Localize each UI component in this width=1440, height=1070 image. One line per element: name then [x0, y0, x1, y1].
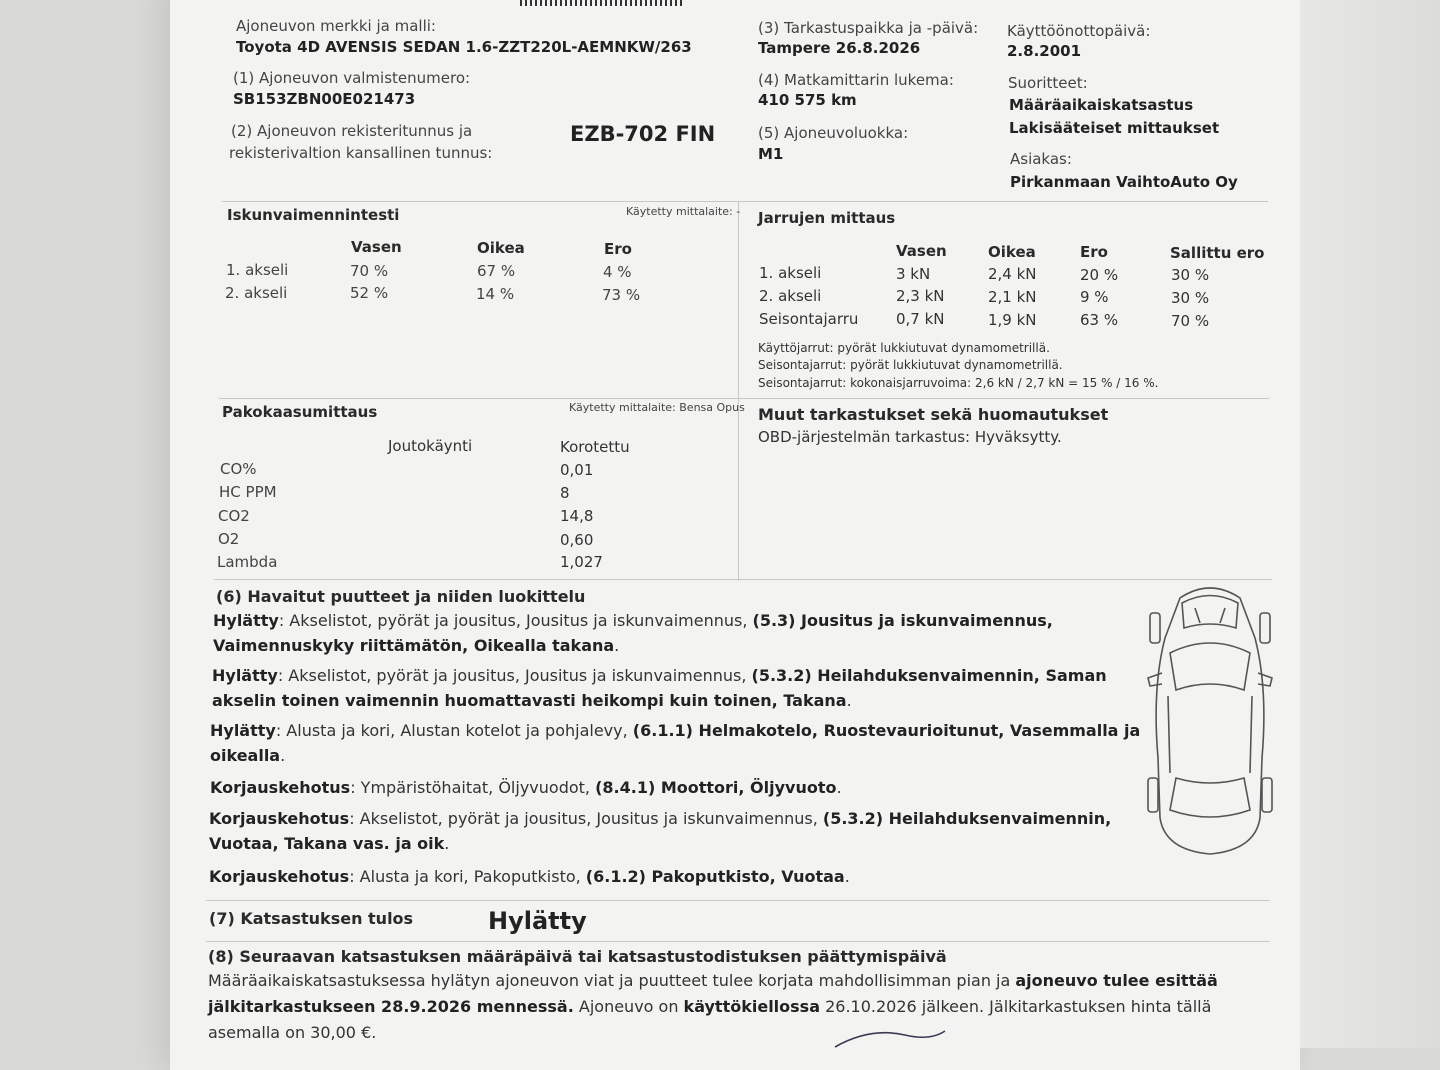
first-use-label: Käyttöönottopäivä: [1007, 22, 1151, 40]
other-checks-title: Muut tarkastukset sekä huomautukset [758, 405, 1109, 424]
exhaust-row2-raised: 8 [560, 484, 570, 502]
brake-test-title: Jarrujen mittaus [758, 209, 896, 227]
shock-row2-label: 2. akseli [225, 284, 288, 302]
exhaust-title: Pakokaasumittaus [222, 403, 378, 421]
defect-item: Hylätty: Akselistot, pyörät ja jousitus, Jousitus ja iskunvaimennus, (5.3) Jousitus ja iskunvaimennus, Vaimennuskyky riittämätön, Oikealla takana. [213, 611, 1053, 655]
shock-row1-label: 1. akseli [226, 261, 289, 279]
inspection-place-label: (3) Tarkastuspaikka ja -päivä: [758, 19, 979, 37]
next-inspection-text: Määräaikaiskatsastuksessa hylätyn ajoneuvon viat ja puutteet tulee korjata mahdollisimman pian ja ajoneuvo tulee esittää jälkitarkastukseen 28.9.2026 mennessä. Ajoneuvo on käyttökiellossa 26.10.2026 jälkeen. Jälkitarkastuksen hinta tällä asemalla on 30,00 €. [208, 971, 1218, 1042]
obd-check-text: OBD-järjestelmän tarkastus: Hyväksytty. [758, 428, 1062, 446]
barcode-strip [520, 0, 685, 6]
car-top-view-icon [1140, 578, 1280, 863]
brake-header-right: Oikea [988, 243, 1036, 261]
exhaust-row3-raised: 14,8 [560, 507, 594, 525]
brake-header-left: Vasen [896, 242, 947, 260]
divider-result-bottom [206, 941, 1270, 942]
background-surface [1300, 0, 1440, 1048]
vin-label: (1) Ajoneuvon valmistenumero: [233, 69, 471, 87]
shock-row1-left: 70 % [350, 262, 389, 280]
defect-item: Hylätty: Alusta ja kori, Alustan kotelot ja pohjalevy, (6.1.1) Helmakotelo, Ruostevaurioitunut, Vasemmalla ja oikealla. [210, 721, 1141, 765]
shock-test-device: Käytetty mittalaite: - [626, 205, 741, 218]
vehicle-class-label: (5) Ajoneuvoluokka: [758, 124, 909, 142]
signature-stroke [830, 1025, 950, 1048]
brake-row2-diff: 9 % [1080, 288, 1109, 306]
shock-row2-right: 14 % [476, 285, 515, 303]
brake-row2-label: 2. akseli [759, 287, 822, 305]
exhaust-row1-label: CO% [220, 460, 257, 478]
inspection-place-value: Tampere 26.8.2026 [758, 39, 921, 57]
divider-middle [219, 398, 1269, 399]
registration-number: EZB-702 FIN [570, 122, 716, 146]
exhaust-header-idle: Joutokäynti [388, 437, 473, 455]
brake-row3-allowed: 70 % [1171, 312, 1210, 330]
shock-row1-diff: 4 % [603, 263, 632, 281]
brake-row1-right: 2,4 kN [988, 265, 1037, 283]
divider-result-top [206, 900, 1270, 901]
brake-note-2: Seisontajarrut: pyörät lukkiutuvat dynamometrillä. [758, 358, 1063, 372]
defects-title: (6) Havaitut puutteet ja niiden luokittelu [216, 587, 586, 606]
brake-row1-label: 1. akseli [759, 264, 822, 282]
brake-header-allowed: Sallittu ero [1170, 244, 1265, 262]
reg-label-line2: rekisterivaltion kansallinen tunnus: [229, 144, 493, 162]
result-value: Hylätty [488, 907, 587, 935]
exhaust-row4-label: O2 [218, 530, 240, 548]
divider-top [222, 201, 1268, 202]
exhaust-row1-raised: 0,01 [560, 461, 594, 479]
shock-header-left: Vasen [351, 238, 402, 256]
brake-row1-left: 3 kN [896, 265, 931, 283]
brake-row2-right: 2,1 kN [988, 288, 1037, 306]
defect-item: Hylätty: Akselistot, pyörät ja jousitus, Jousitus ja iskunvaimennus, (5.3.2) Heilahduksenvaimennin, Saman akselin toinen vaimennin huomattavasti heikompi kuin toinen, Takana. [212, 666, 1107, 710]
shock-row2-diff: 73 % [602, 286, 641, 304]
brake-row2-allowed: 30 % [1171, 289, 1210, 307]
customer-value: Pirkanmaan VaihtoAuto Oy [1010, 173, 1238, 191]
exhaust-row3-label: CO2 [218, 507, 250, 525]
brake-row3-right: 1,9 kN [988, 311, 1037, 329]
make-model-label: Ajoneuvon merkki ja malli: [236, 17, 436, 35]
brake-row1-allowed: 30 % [1171, 266, 1210, 284]
brake-row3-label: Seisontajarru [759, 310, 859, 328]
exhaust-row2-label: HC PPM [219, 483, 277, 501]
customer-label: Asiakas: [1010, 150, 1072, 168]
exhaust-row5-label: Lambda [217, 553, 278, 571]
brake-note-1: Käyttöjarrut: pyörät lukkiutuvat dynamometrillä. [758, 341, 1050, 355]
brake-row3-left: 0,7 kN [896, 310, 945, 328]
brake-note-3: Seisontajarrut: kokonaisjarruvoima: 2,6 kN / 2,7 kN = 15 % / 16 %. [758, 376, 1159, 390]
shock-test-title: Iskunvaimennintesti [227, 206, 400, 224]
odometer-label: (4) Matkamittarin lukema: [758, 71, 954, 89]
defect-item: Korjauskehotus: Ympäristöhaitat, Öljyvuodot, (8.4.1) Moottori, Öljyvuoto. [210, 778, 842, 797]
divider-vertical [738, 201, 739, 581]
defect-item: Korjauskehotus: Alusta ja kori, Pakoputkisto, (6.1.2) Pakoputkisto, Vuotaa. [209, 867, 850, 886]
performed-item-1: Määräaikaiskatsastus [1009, 96, 1194, 114]
brake-row1-diff: 20 % [1080, 266, 1119, 284]
brake-header-diff: Ero [1080, 243, 1108, 261]
next-inspection-title: (8) Seuraavan katsastuksen määräpäivä tai katsastustodistuksen päättymispäivä [208, 947, 947, 966]
odometer-value: 410 575 km [758, 91, 857, 109]
shock-header-right: Oikea [477, 239, 525, 257]
divider-bottom [214, 579, 1272, 580]
vehicle-class-value: M1 [758, 145, 784, 163]
brake-row3-diff: 63 % [1080, 311, 1119, 329]
exhaust-row5-raised: 1,027 [560, 553, 603, 571]
exhaust-device: Käytetty mittalaite: Bensa Opus [569, 401, 745, 414]
shock-header-diff: Ero [604, 240, 632, 258]
first-use-value: 2.8.2001 [1007, 42, 1082, 60]
result-label: (7) Katsastuksen tulos [209, 909, 414, 928]
defect-item: Korjauskehotus: Akselistot, pyörät ja jousitus, Jousitus ja iskunvaimennus, (5.3.2) Heilahduksenvaimennin, Vuotaa, Takana vas. ja oik. [209, 809, 1112, 853]
make-model-value: Toyota 4D AVENSIS SEDAN 1.6-ZZT220L-AEMNKW/263 [236, 38, 692, 56]
shock-row2-left: 52 % [350, 284, 389, 302]
reg-label-line1: (2) Ajoneuvon rekisteritunnus ja [231, 122, 473, 140]
performed-label: Suoritteet: [1008, 74, 1088, 92]
performed-item-2: Lakisääteiset mittaukset [1009, 119, 1220, 137]
exhaust-row4-raised: 0,60 [560, 531, 594, 549]
vin-value: SB153ZBN00E021473 [233, 90, 416, 108]
brake-row2-left: 2,3 kN [896, 287, 945, 305]
shock-row1-right: 67 % [477, 262, 516, 280]
exhaust-header-raised: Korotettu [560, 438, 630, 456]
